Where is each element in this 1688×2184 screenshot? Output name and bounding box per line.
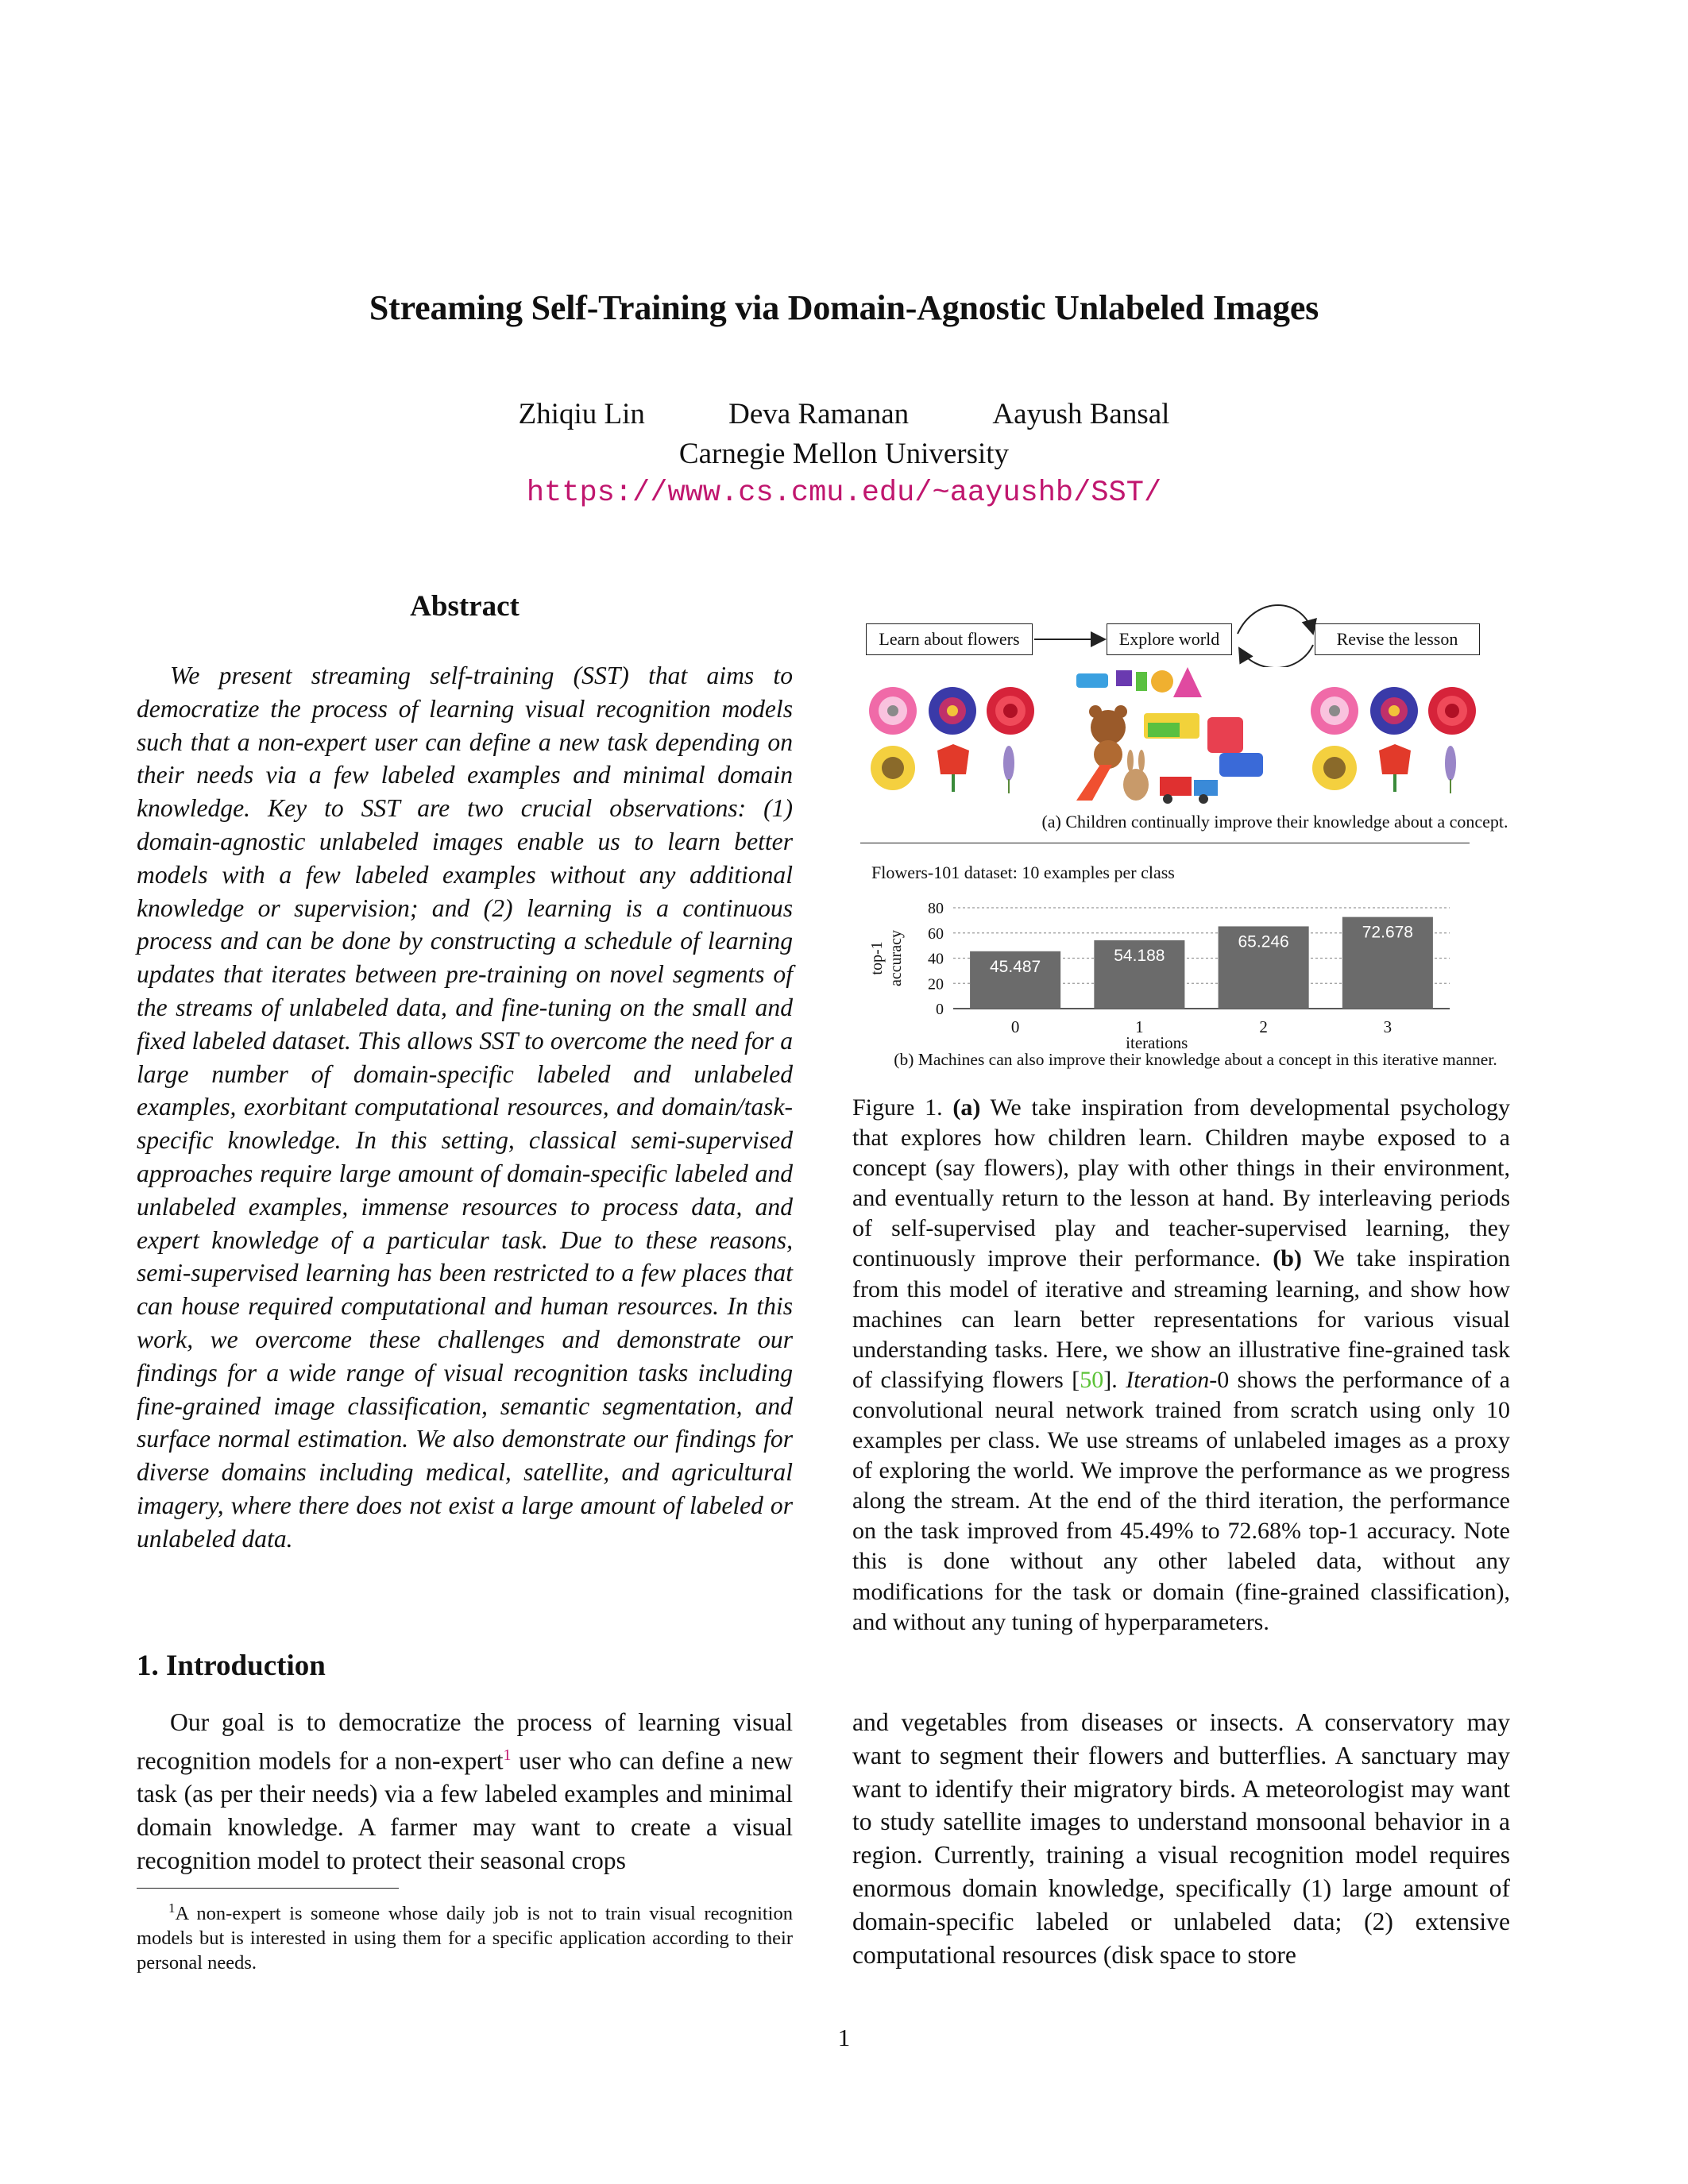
introduction-text xyxy=(137,1706,793,1877)
toys-illustration xyxy=(1068,666,1295,812)
intro-text-part: user who can define a new task (as per their needs) via a few labeled examples and minimal domain knowledge. A farmer may want to create a visual recognition model to protect their seasonal crops xyxy=(137,1746,793,1874)
flow-box-learn: Learn about flowers xyxy=(866,623,1033,655)
y-axis-label: accuracy xyxy=(887,929,905,987)
y-tick-label: 80 xyxy=(928,900,944,917)
citation-link[interactable]: 50 xyxy=(1080,1366,1104,1393)
x-tick-label: 3 xyxy=(1383,1017,1393,1036)
footnote-text: A non-expert is someone whose daily job is not to train visual recognition models but is interested in using them for a specific application according to their personal needs. xyxy=(137,1903,793,1974)
abstract-text: We present streaming self-training (SST) that aims to democratize the process of learning visual recognition models such that a non-expert user can define a new task depending on their needs via a few labeled examples and minimal domain knowledge. Key to SST are two crucial observations: (1) domain-agnostic unlabeled images enable us to learn better models with a few labeled examples without any additional knowledge or supervision; and (2) learning is a continuous process and can be done by constructing a schedule of learning updates that iterates between pre-training on novel segments of the streams of unlabeled data, and fine-tuning on the small and fixed labeled dataset. This allows SST to overcome the need for a large number of domain-specific labeled and unlabeled examples, exorbitant computational resources, and domain/task-specific knowledge. In this setting, classical semi-supervised approaches require large amount of domain-specific labeled and unlabeled examples, immense resources to process data, and expert knowledge of a particular task. Due to these reasons, semi-supervised learning has been restricted to a few places that can house required computational and human resources. In this work, we overcome these challenges and demonstrate our findings for a wide range of visual recognition tasks including fine-grained image classification, semantic segmentation, and surface normal estimation. We also demonstrate our findings for diverse domains including medical, satellite, and agricultural imagery, where there does not exist a large amount of labeled or unlabeled data. xyxy=(137,662,793,1553)
red-flower-icon xyxy=(1428,687,1476,735)
toy-train-icon xyxy=(1160,777,1218,804)
author-name: Zhiqiu Lin xyxy=(518,398,645,430)
intro-text-part: Our goal is to democratize the process of learning visual recognition models for a non-expert xyxy=(137,1708,793,1775)
caption-text: We take inspiration from this model of iterative and streaming learning, and show how machines can learn better representations for various visual understanding tasks. Here, we show an illustrative fine-grained task of classifying flowers [ xyxy=(852,1245,1510,1393)
abstract-heading: Abstract xyxy=(410,590,520,623)
pink-flower-icon xyxy=(869,687,917,735)
x-tick-label: 1 xyxy=(1135,1017,1144,1036)
y-tick-label: 0 xyxy=(936,1001,944,1018)
loop-arrow-icon xyxy=(1238,605,1313,634)
flow-box-revise: Revise the lesson xyxy=(1315,623,1480,655)
sunflower-icon xyxy=(1312,746,1357,790)
flowers-illustration-left xyxy=(867,679,1046,806)
figure-a-caption: (a) Children continually improve their knowledge about a concept. xyxy=(1041,812,1508,832)
caption-text: -0 shows the performance of a convolutional neural network trained from scratch using only 10 examples per class. We use streams of unlabeled images as a proxy of exploring the world. We improve the performance as we progress along the stream. At the end of the third iteration, the performance on the task improved from 45.49% to 72.68% top-1 accuracy. Note this is done without any other labeled data, without any modifications for the task or domain (fine-grained classification), and without any tuning of hyperparameters. xyxy=(852,1366,1511,1635)
author-name: Deva Ramanan xyxy=(728,398,910,430)
toy-doll-icon xyxy=(1173,667,1202,697)
x-tick-label: 0 xyxy=(1010,1017,1020,1036)
caption-text: ]. xyxy=(1103,1366,1126,1393)
toy-car-icon xyxy=(1076,673,1108,688)
chart-title: Flowers-101 dataset: 10 examples per class xyxy=(871,862,1175,882)
introduction-heading: 1. Introduction xyxy=(137,1650,326,1682)
tulip-icon xyxy=(937,744,969,792)
introduction-continuation: and vegetables from diseases or insects. A conservatory may want to segment their flowers and butterflies. A sanctuary may want to identify their migratory birds. A meteorologist may want to study satellite images to understand monsoonal behavior in a region. Currently, training a visual recognition model requires enormous domain knowledge, specifically (1) large amount of domain-specific labeled or unlabeled data; (2) extensive computational resources (disk space to store xyxy=(852,1708,1510,1969)
loop-arrow-icon xyxy=(1239,645,1313,667)
lavender-icon xyxy=(1003,746,1014,793)
caption-text: We take inspiration from developmental psychology that explores how children learn. Children maybe exposed to a concept (say flowers), play with other things in their environment, and eventually return to the lesson at hand. By interleaving periods of self-supervised play and teacher-supervised learning, they continuously improve their performance. xyxy=(852,1094,1511,1272)
y-tick-label: 60 xyxy=(928,924,944,943)
sunflower-icon xyxy=(871,746,915,790)
flow-box-explore: Explore world xyxy=(1107,623,1232,655)
flow-arrows xyxy=(858,596,1493,667)
toy-drum-icon xyxy=(1151,670,1173,693)
pink-flower-icon xyxy=(1311,687,1358,735)
project-url-link[interactable]: https://www.cs.cmu.edu/~aayushb/SST/ xyxy=(526,477,1162,510)
caption-label: Figure 1. xyxy=(852,1094,943,1121)
y-tick-label: 20 xyxy=(928,975,944,994)
footnote-marker-link[interactable]: 1 xyxy=(503,1746,512,1764)
caption-italic: Iteration xyxy=(1126,1366,1210,1393)
bunny-icon xyxy=(1123,750,1149,801)
footnote-divider xyxy=(137,1888,399,1889)
toy-block-icon xyxy=(1116,670,1132,686)
teddy-bear-icon xyxy=(1089,705,1127,769)
author-list xyxy=(0,397,1688,431)
figure-1-caption xyxy=(852,1093,1510,1638)
bar-value-label: 45.487 xyxy=(990,957,1041,976)
page-number: 1 xyxy=(837,2024,851,2051)
toy-block-icon xyxy=(1136,672,1147,691)
bar-chart xyxy=(858,886,1462,1048)
toy-slide-icon xyxy=(1076,765,1112,801)
footnote-number: 1 xyxy=(168,1900,176,1916)
bar-value-label: 72.678 xyxy=(1362,923,1413,942)
caption-marker-a: (a) xyxy=(952,1094,981,1121)
y-axis-label: top-1 xyxy=(868,941,886,975)
caption-marker-b: (b) xyxy=(1273,1245,1302,1272)
toy-car-icon xyxy=(1219,753,1263,777)
author-name: Aayush Bansal xyxy=(992,398,1170,430)
tulip-icon xyxy=(1379,744,1411,792)
bar-value-label: 65.246 xyxy=(1238,932,1289,951)
blue-flower-icon xyxy=(929,687,976,735)
red-flower-icon xyxy=(987,687,1034,735)
x-tick-label: 2 xyxy=(1259,1017,1268,1036)
blue-flower-icon xyxy=(1370,687,1418,735)
x-axis-label: iterations xyxy=(1126,1033,1188,1048)
toy-ride-on-icon xyxy=(1207,717,1243,753)
bar-value-label: 54.188 xyxy=(1114,946,1165,965)
footnote xyxy=(137,1896,793,1975)
y-tick-label: 40 xyxy=(928,950,944,968)
lavender-icon xyxy=(1445,746,1456,793)
flowers-illustration-right xyxy=(1309,679,1488,806)
paper-title: Streaming Self-Training via Domain-Agnostic Unlabeled Images xyxy=(369,288,1319,327)
affiliation: Carnegie Mellon University xyxy=(678,438,1010,470)
figure-b-caption: (b) Machines can also improve their knowledge about a concept in this iterative manner. xyxy=(894,1050,1497,1069)
